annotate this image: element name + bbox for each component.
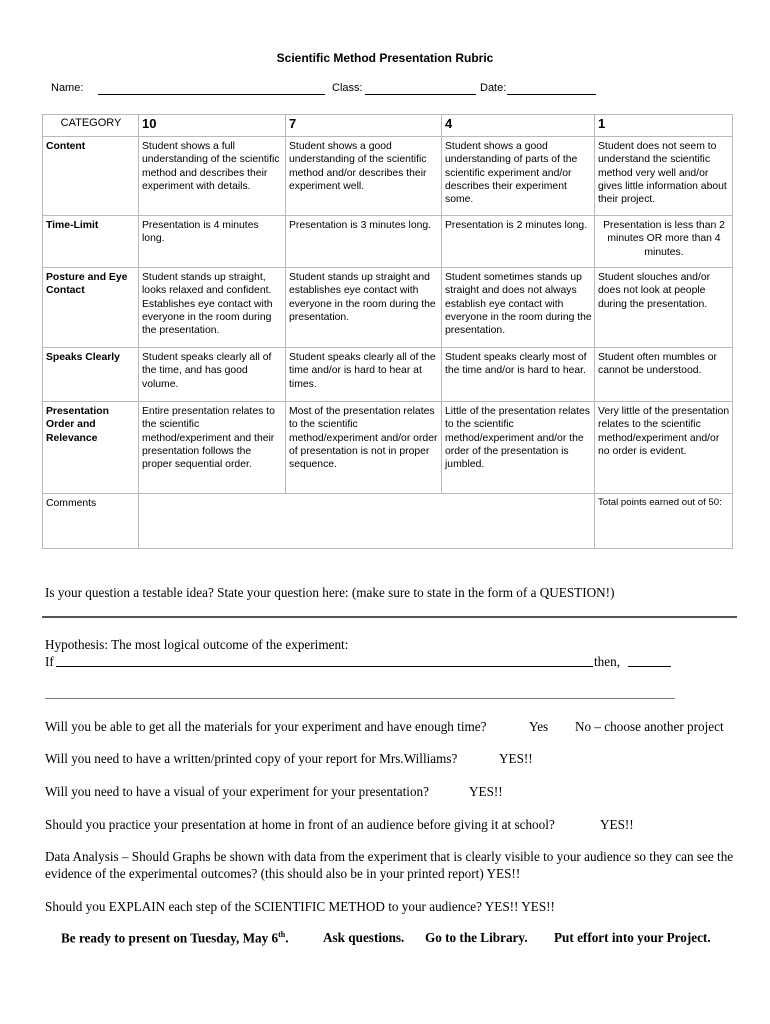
table-header-row — [43, 115, 733, 137]
rubric-cell: Student often mumbles or cannot be understood. — [595, 348, 733, 402]
category-header: CATEGORY — [43, 115, 139, 137]
hypothesis-if-blank[interactable] — [56, 666, 593, 667]
row-category: Speaks Clearly — [43, 348, 139, 402]
table-row — [43, 402, 733, 494]
rubric-cell: Student stands up straight, looks relaxed and confident. Establishes eye contact with everyone in the room during the presentation. — [139, 268, 286, 348]
page-title: Scientific Method Presentation Rubric — [276, 51, 494, 65]
report-answer: YES!! — [499, 751, 533, 766]
name-label: Name: — [51, 82, 84, 94]
materials-question-line — [45, 719, 735, 736]
table-row — [43, 216, 733, 268]
date-label: Date: — [480, 82, 507, 94]
present-date-reminder — [61, 930, 289, 946]
comments-field[interactable] — [139, 494, 595, 549]
rubric-cell: Student speaks clearly all of the time and/or is hard to hear at times. — [286, 348, 442, 402]
rubric-cell: Student does not seem to understand the scientific method very well and/or gives little information about their project. — [595, 137, 733, 216]
explain-question: Should you EXPLAIN each step of the SCIENTIFIC METHOD to your audience? YES!! YES!! — [45, 899, 555, 914]
visual-answer: YES!! — [469, 784, 503, 799]
hypothesis-label: Hypothesis: The most logical outcome of the experiment: — [45, 637, 349, 652]
practice-question-line — [45, 817, 735, 834]
rubric-cell: Student stands up straight and establishes eye contact with everyone in the room during the presentation. — [286, 268, 442, 348]
rubric-cell: Very little of the presentation relates to the scientific method/experiment and/or no order is evident. — [595, 402, 733, 494]
hypothesis-extra-line[interactable] — [45, 698, 675, 699]
rubric-cell: Presentation is 4 minutes long. — [139, 216, 286, 268]
library-reminder: Go to the Library. — [425, 930, 528, 945]
row-category: Presentation Order and Relevance — [43, 402, 139, 494]
score-header: 1 — [595, 115, 733, 137]
data-analysis-question: Data Analysis – Should Graphs be shown with data from the experiment that is clearly visible to your audience so they can see the evidence of the experimental outcomes? (this should also be in your printed report) YES!! — [45, 849, 734, 881]
materials-no-option[interactable]: No – choose another project — [575, 719, 724, 734]
present-date-text: Be ready to present on Tuesday, May 6 — [61, 930, 279, 946]
comments-label: Comments — [43, 494, 139, 549]
total-points-field[interactable]: Total points earned out of 50: — [595, 494, 733, 549]
testable-question-prompt: Is your question a testable idea? State your question here: (make sure to state in the form of a QUESTION!) — [45, 585, 615, 600]
rubric-cell: Student speaks clearly all of the time, and has good volume. — [139, 348, 286, 402]
rubric-cell: Student speaks clearly most of the time and/or is hard to hear. — [442, 348, 595, 402]
rubric-cell: Student shows a full understanding of the scientific method and describes their experiment with details. — [139, 137, 286, 216]
materials-question: Will you be able to get all the materials for your experiment and have enough time? — [45, 719, 487, 734]
row-category: Posture and Eye Contact — [43, 268, 139, 348]
class-blank[interactable] — [365, 94, 476, 95]
hypothesis-then-label: then, — [594, 654, 621, 669]
rubric-table — [42, 114, 733, 549]
visual-question: Will you need to have a visual of your experiment for your presentation? — [45, 784, 429, 799]
hypothesis-then-blank[interactable] — [628, 666, 671, 667]
practice-question: Should you practice your presentation at home in front of an audience before giving it at school? — [45, 817, 555, 832]
effort-reminder: Put effort into your Project. — [554, 930, 711, 945]
present-date-period: . — [285, 930, 289, 946]
table-row — [43, 137, 733, 216]
rubric-cell: Student slouches and/or does not look at people during the presentation. — [595, 268, 733, 348]
rubric-cell: Presentation is 2 minutes long. — [442, 216, 595, 268]
score-header: 7 — [286, 115, 442, 137]
comments-row — [43, 494, 733, 549]
rubric-cell: Most of the presentation relates to the scientific method/experiment and/or order of presentation is not in proper sequence. — [286, 402, 442, 494]
rubric-cell: Entire presentation relates to the scientific method/experiment and their presentation follows the proper sequential order. — [139, 402, 286, 494]
visual-question-line — [45, 784, 735, 801]
table-row — [43, 268, 733, 348]
practice-answer: YES!! — [600, 817, 634, 832]
date-blank[interactable] — [507, 94, 596, 95]
row-category: Time-Limit — [43, 216, 139, 268]
question-answer-line[interactable] — [42, 616, 737, 618]
ask-questions-reminder: Ask questions. — [323, 930, 405, 945]
table-row — [43, 348, 733, 402]
materials-yes-option[interactable]: Yes — [529, 719, 549, 734]
row-category: Content — [43, 137, 139, 216]
rubric-cell: Student sometimes stands up straight and does not always establish eye contact with everyone in the room during the presentation. — [442, 268, 595, 348]
rubric-cell: Student shows a good understanding of parts of the scientific experiment and/or describes their experiment some. — [442, 137, 595, 216]
rubric-cell: Presentation is less than 2 minutes OR more than 4 minutes. — [595, 216, 733, 268]
rubric-cell: Little of the presentation relates to the scientific method/experiment and/or the order of the presentation is jumbled. — [442, 402, 595, 494]
score-header: 4 — [442, 115, 595, 137]
student-info-header — [51, 82, 611, 98]
present-date-suffix: th — [278, 930, 286, 939]
hypothesis-if-then — [45, 654, 675, 671]
report-question: Will you need to have a written/printed copy of your report for Mrs.Williams? — [45, 751, 458, 766]
class-label: Class: — [332, 82, 363, 94]
rubric-cell: Student shows a good understanding of the scientific method and/or describes their experiment well. — [286, 137, 442, 216]
score-header: 10 — [139, 115, 286, 137]
hypothesis-if-label: If — [45, 654, 54, 669]
report-question-line — [45, 751, 735, 768]
name-blank[interactable] — [98, 94, 325, 95]
rubric-cell: Presentation is 3 minutes long. — [286, 216, 442, 268]
